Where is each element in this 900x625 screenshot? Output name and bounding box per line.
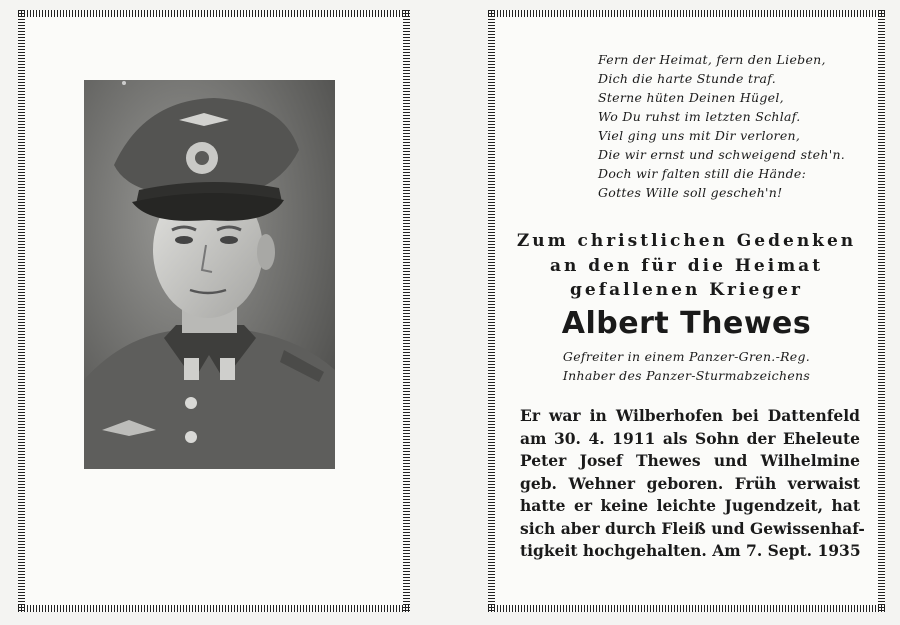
bio-line: Er war in Wilberhofen bei Dattenfeld bbox=[520, 406, 860, 425]
bio-line: geb. Wehner geboren. Früh verwaist bbox=[520, 473, 860, 493]
poem-line: Dich die harte Stunde traf. bbox=[598, 71, 777, 86]
memorial-heading-line2: an den für die Heimat bbox=[549, 256, 824, 276]
portrait-illustration bbox=[84, 80, 335, 469]
bio-line: sich aber durch Fleiß und Gewissenhaf- bbox=[520, 518, 865, 538]
poem-line: Die wir ernst und schweigend steh'n. bbox=[598, 147, 846, 162]
poem-line: Gottes Wille soll gescheh'n! bbox=[598, 185, 783, 200]
left-card-panel bbox=[18, 10, 410, 612]
poem-line: Wo Du ruhst im letzten Schlaf. bbox=[598, 109, 801, 124]
bio-line: tigkeit hochgehalten. Am 7. Sept. 1935 bbox=[520, 541, 861, 560]
deceased-name: Albert Thewes bbox=[561, 306, 812, 341]
memorial-heading-line1: Zum christlichen Gedenken bbox=[516, 231, 857, 251]
poem-line: Doch wir falten still die Hände: bbox=[598, 166, 807, 181]
bio-line: hatte er keine leichte Jugendzeit, hat bbox=[520, 496, 860, 515]
biography-text bbox=[520, 405, 865, 563]
border-left bbox=[18, 10, 25, 612]
poem-line: Sterne hüten Deinen Hügel, bbox=[598, 90, 784, 105]
rank-line1: Gefreiter in einem Panzer-Gren.-Reg. bbox=[562, 349, 811, 364]
border-bottom bbox=[488, 605, 885, 612]
border-top bbox=[18, 10, 410, 17]
right-card-panel bbox=[488, 10, 885, 612]
bio-line: Peter Josef Thewes und Wilhelmine bbox=[520, 451, 860, 470]
border-top bbox=[488, 10, 885, 17]
border-right bbox=[403, 10, 410, 612]
poem-line: Viel ging uns mit Dir verloren, bbox=[598, 128, 801, 143]
border-bottom bbox=[18, 605, 410, 612]
soldier-portrait-photo bbox=[84, 80, 335, 469]
memorial-heading-line3: gefallenen Krieger bbox=[570, 280, 803, 300]
memorial-poem bbox=[598, 50, 878, 202]
rank-line2: Inhaber des Panzer-Sturmabzeichens bbox=[562, 368, 811, 383]
bio-line: am 30. 4. 1911 als Sohn der Eheleute bbox=[520, 428, 860, 448]
poem-line: Fern der Heimat, fern den Lieben, bbox=[598, 52, 826, 67]
